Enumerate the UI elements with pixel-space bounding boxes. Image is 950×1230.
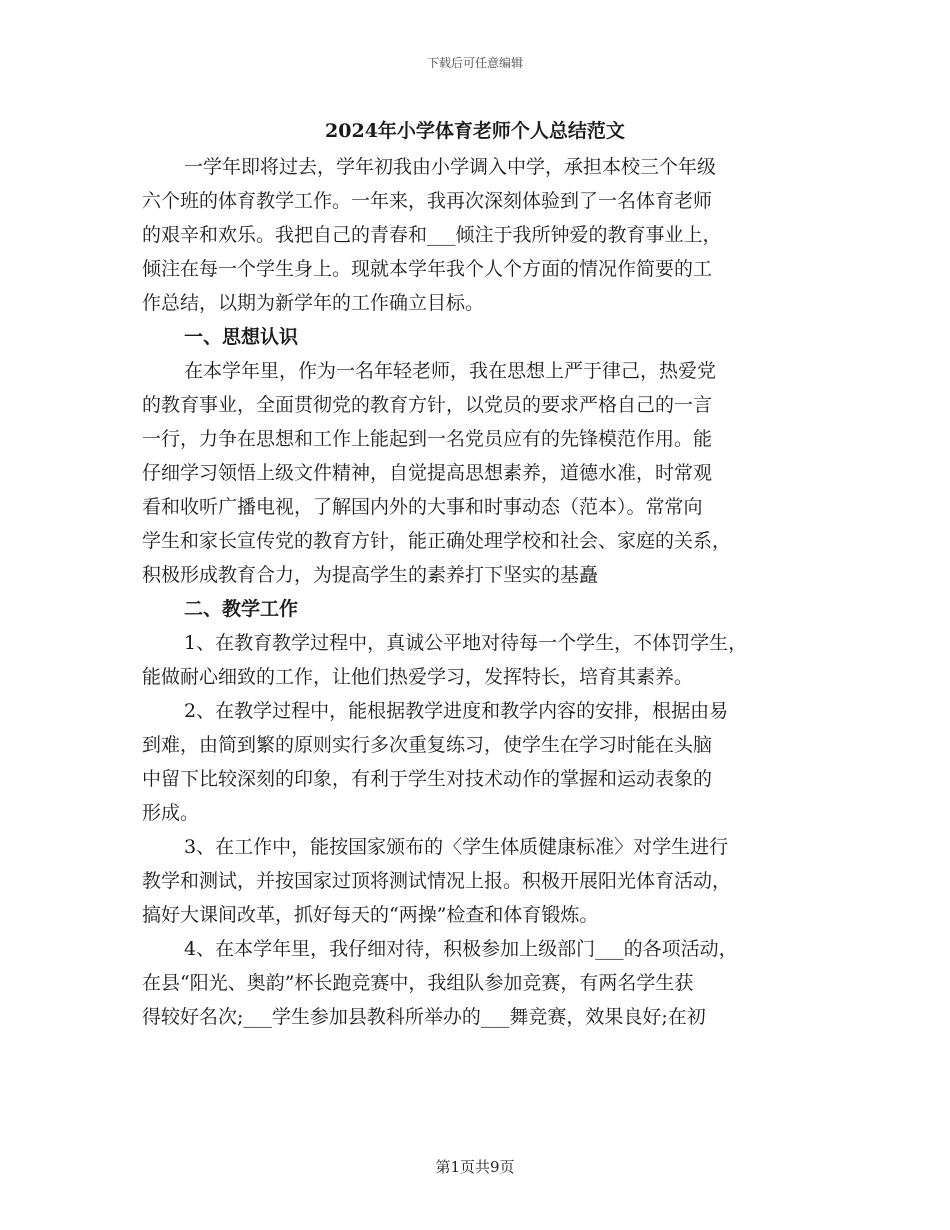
paragraph-line: 六个班的体育教学工作。一年来，我再次深刻体验到了一名体育老师 — [142, 190, 713, 212]
section-heading: 二、教学工作 — [184, 598, 299, 620]
paragraph-line: 中留下比较深刻的印象，有利于学生对技术动作的掌握和运动表象的 — [142, 768, 713, 790]
paragraph-line: 的教育事业，全面贯彻党的教育方针，以党员的要求严格自己的一言 — [142, 394, 713, 416]
paragraph-line: 仔细学习领悟上级文件精神，自觉提高思想素养，道德水准，时常观 — [142, 462, 713, 484]
paragraph-line: 形成。 — [142, 802, 200, 824]
paragraph-line: 看和收听广播电视，了解国内外的大事和时事动态（范本）。常常向 — [142, 496, 703, 518]
paragraph-line: 倾注在每一个学生身上。现就本学年我个人个方面的情况作简要的工 — [142, 258, 713, 280]
paragraph-line: 一学年即将过去，学年初我由小学调入中学，承担本校三个年级 — [184, 156, 717, 178]
section-heading: 一、思想认识 — [184, 326, 299, 348]
page-number: 第1页共9页 — [435, 1158, 515, 1176]
paragraph-line: 学生和家长宣传党的教育方针，能正确处理学校和社会、家庭的关系， — [142, 530, 732, 552]
download-note: 下载后可任意编辑 — [426, 56, 523, 70]
paragraph-line: 得较好名次;___学生参加县教科所举办的___舞竞赛，效果良好;在初 — [142, 1006, 706, 1028]
document-body — [142, 150, 817, 1034]
paragraph-line: 积极形成教育合力，为提高学生的素养打下坚实的基矗 — [142, 564, 599, 586]
paragraph-line: 3、在工作中，能按国家颁布的〈学生体质健康标准〉对学生进行 — [184, 836, 729, 858]
paragraph-line: 搞好大课间改革，抓好每天的“两操”检查和体育锻炼。 — [142, 904, 599, 926]
paragraph-line: 到难，由简到繁的原则实行多次重复练习，使学生在学习时能在头脑 — [142, 734, 713, 756]
paragraph-line: 的艰辛和欢乐。我把自己的青春和___倾注于我所钟爱的教育事业上， — [142, 224, 722, 246]
paragraph-line: 2、在教学过程中，能根据教学进度和教学内容的安排，根据由易 — [184, 700, 729, 722]
paragraph-line: 教学和测试，并按国家过顶将测试情况上报。积极开展阳光体育活动， — [142, 870, 732, 892]
paragraph-line: 一行，力争在思想和工作上能起到一名党员应有的先锋模范作用。能 — [142, 428, 713, 450]
paragraph-line: 在本学年里，作为一名年轻老师，我在思想上严于律己，热爱党 — [184, 360, 717, 382]
paragraph-line: 在县“阳光、奥韵”杯长跑竞赛中，我组队参加竞赛，有两名学生获 — [142, 972, 694, 994]
paragraph-line: 1、在教育教学过程中，真诚公平地对待每一个学生，不体罚学生， — [184, 632, 748, 654]
paragraph-line: 作总结，以期为新学年的工作确立目标。 — [142, 292, 485, 314]
paragraph-line: 4、在本学年里，我仔细对待，积极参加上级部门___的各项活动， — [184, 938, 738, 960]
paragraph-line: 能做耐心细致的工作，让他们热爱学习，发挥特长，培育其素养。 — [142, 666, 694, 688]
document-title: 2024年小学体育老师个人总结范文 — [325, 120, 625, 142]
